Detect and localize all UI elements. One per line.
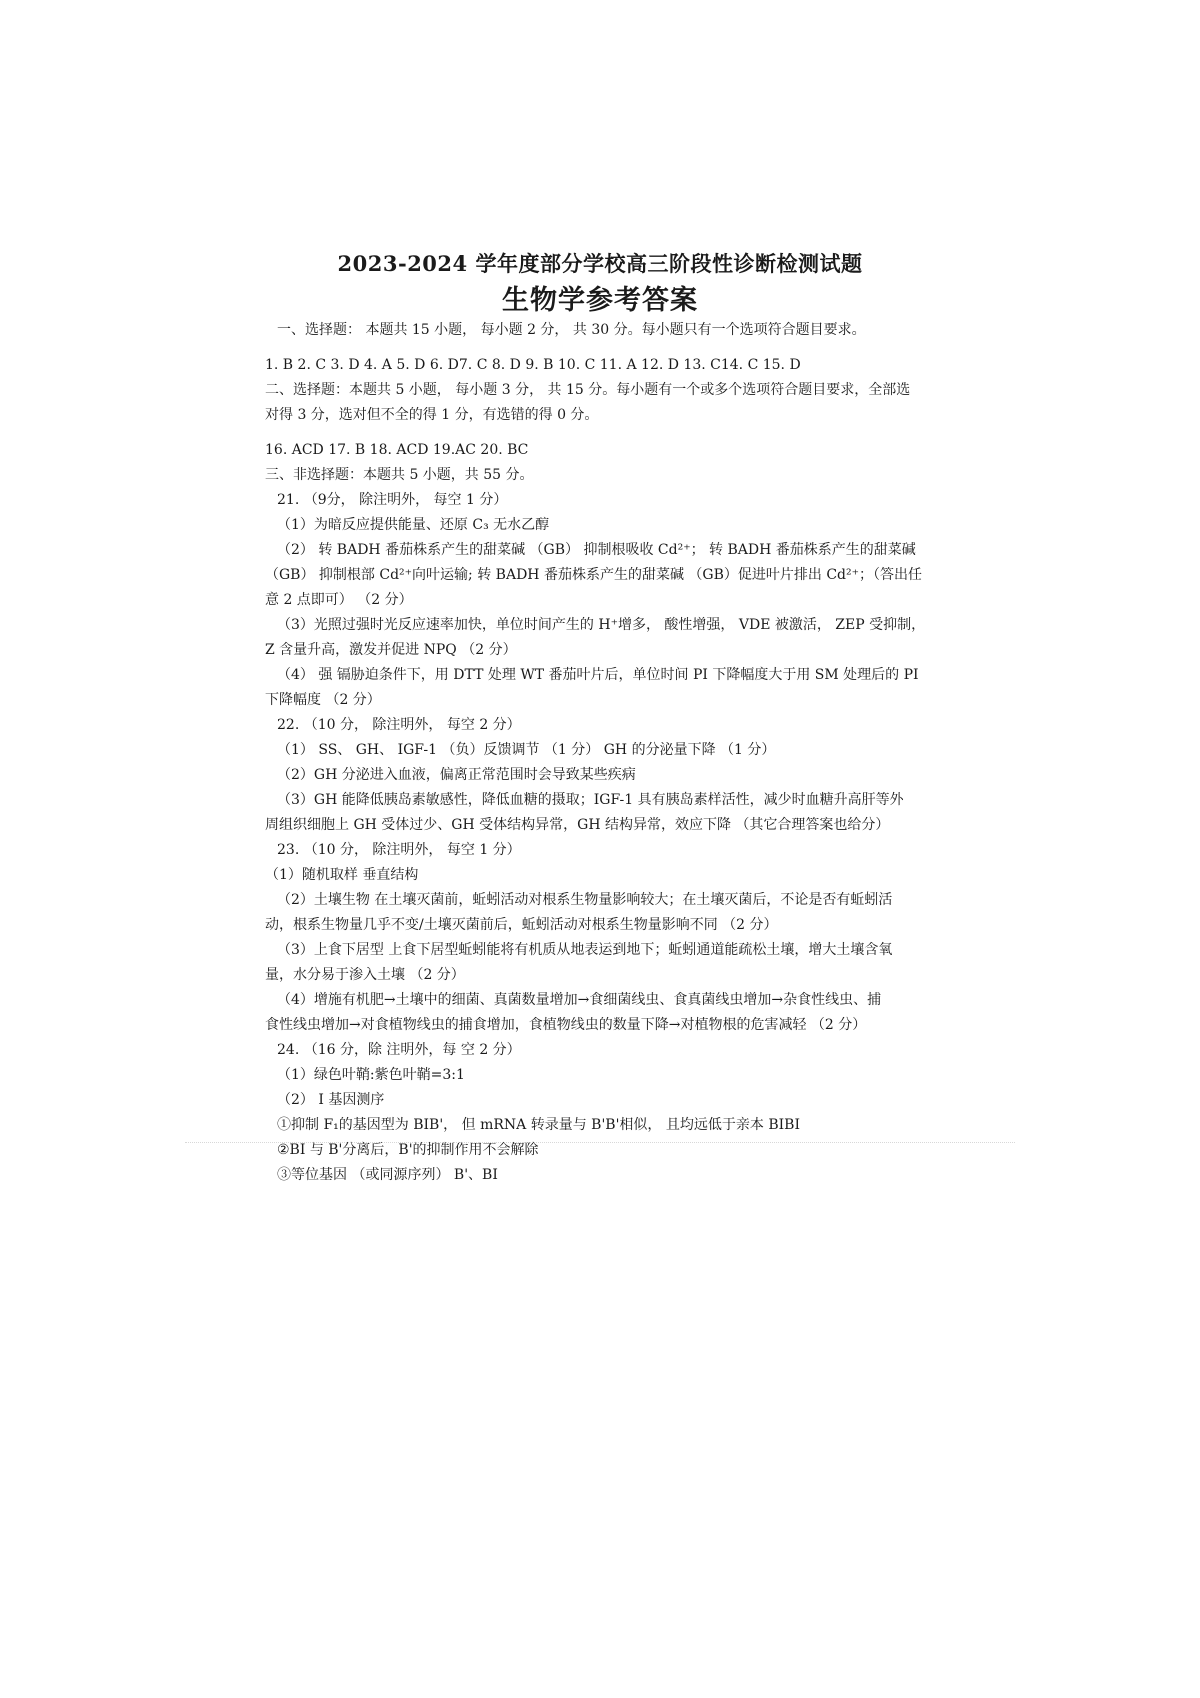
question-22-header: 22. （10 分， 除注明外， 每空 2 分） xyxy=(277,717,521,733)
q21-part-1: （1）为暗反应提供能量、还原 C₃ 无水乙醇 xyxy=(277,517,550,533)
q23-part-2: （2）土壤生物 在土壤灭菌前，蚯蚓活动对根系生物量影响较大；在土壤灭菌后，不论是否有蚯蚓活 xyxy=(277,892,893,908)
q24-part-1: （1）绿色叶鞘:紫色叶鞘=3:1 xyxy=(277,1067,465,1083)
section-2-header: 二、选择题：本题共 5 小题， 每小题 3 分， 共 15 分。每小题有一个或多个选项符合题目要求，全部选 xyxy=(265,382,911,398)
q21-part-3-cont: Z 含量升高，激发并促进 NPQ （2 分） xyxy=(265,642,517,658)
q24-item-2: ②BI 与 B'分离后，B'的抑制作用不会解除 xyxy=(277,1142,539,1158)
q23-part-2-cont: 动，根系生物量几乎不变/土壤灭菌前后，蚯蚓活动对根系生物量影响不同 （2 分） xyxy=(265,917,778,933)
q22-part-2: （2）GH 分泌进入血液，偏离正常范围时会导致某些疾病 xyxy=(277,767,636,783)
section-3-header: 三、非选择题：本题共 5 小题，共 55 分。 xyxy=(265,467,534,483)
q21-part-3: （3）光照过强时光反应速率加快，单位时间产生的 H⁺增多， 酸性增强， VDE 被激活， ZEP 受抑制， xyxy=(277,617,926,633)
q23-part-1: （1）随机取样 垂直结构 xyxy=(265,867,419,883)
q22-part-3: （3）GH 能降低胰岛素敏感性，降低血糖的摄取；IGF-1 具有胰岛素样活性，减少时血糖升高肝等外 xyxy=(277,792,904,808)
q24-item-1: ①抑制 F₁的基因型为 BIB'， 但 mRNA 转录量与 B'B'相似， 且均远低于亲本 BIBI xyxy=(277,1117,800,1133)
section-1-header: 一、选择题： 本题共 15 小题， 每小题 2 分， 共 30 分。每小题只有一个选项符合题目要求。 xyxy=(277,322,866,338)
q21-part-2: （2） 转 BADH 番茄株系产生的甜菜碱 （GB） 抑制根吸收 Cd²⁺； 转 BADH 番茄株系产生的甜菜碱 xyxy=(277,542,916,558)
document-subtitle: 生物学参考答案 xyxy=(502,285,698,316)
q22-part-3-cont: 周组织细胞上 GH 受体过少、GH 受体结构异常，GH 结构异常，效应下降 （其它合理答案也给分） xyxy=(265,817,890,833)
q24-item-3: ③等位基因 （或同源序列） B'、BI xyxy=(277,1167,498,1183)
q21-part-4: （4） 强 镉胁迫条件下，用 DTT 处理 WT 番茄叶片后，单位时间 PI 下降幅度大于用 SM 处理后的 PI xyxy=(277,667,919,683)
question-23-header: 23. （10 分， 除注明外， 每空 1 分） xyxy=(277,842,521,858)
q24-part-2: （2） I 基因测序 xyxy=(277,1092,385,1108)
q22-part-1: （1） SS、 GH、 IGF-1 （负）反馈调节 （1 分） GH 的分泌量下降 （1 分） xyxy=(277,742,776,758)
section-1-answers: 1. B 2. C 3. D 4. A 5. D 6. D7. C 8. D 9. B 10. C 11. A 12. D 13. C14. C 15. D xyxy=(265,357,801,373)
q23-part-3: （3）上食下居型 上食下居型蚯蚓能将有机质从地表运到地下；蚯蚓通道能疏松土壤，增大土壤含氧 xyxy=(277,942,893,958)
question-21-header: 21. （9分， 除注明外， 每空 1 分） xyxy=(277,492,508,508)
q21-part-4-cont: 下降幅度 （2 分） xyxy=(265,692,381,708)
q21-part-2-cont: （GB） 抑制根部 Cd²⁺向叶运输; 转 BADH 番茄株系产生的甜菜碱 （GB）促进叶片排出 Cd²⁺；（答出任 xyxy=(265,567,922,583)
dotted-divider xyxy=(185,1142,1015,1143)
q23-part-3-cont: 量，水分易于渗入土壤 （2 分） xyxy=(265,967,465,983)
q23-part-4: （4）增施有机肥→土壤中的细菌、真菌数量增加→食细菌线虫、食真菌线虫增加→杂食性线虫、捕 xyxy=(277,992,882,1008)
section-2-answers: 16. ACD 17. B 18. ACD 19.AC 20. BC xyxy=(265,442,529,458)
question-24-header: 24. （16 分，除 注明外，每 空 2 分） xyxy=(277,1042,521,1058)
answer-body xyxy=(265,318,945,1188)
q21-part-2-end: 意 2 点即可） （2 分） xyxy=(265,592,413,608)
section-2-header-cont: 对得 3 分，选对但不全的得 1 分，有选错的得 0 分。 xyxy=(265,407,599,423)
q23-part-4-cont: 食性线虫增加→对食植物线虫的捕食增加，食植物线虫的数量下降→对植物根的危害减轻 （2 分） xyxy=(265,1017,867,1033)
document-title: 2023-2024 学年度部分学校高三阶段性诊断检测试题 xyxy=(337,251,863,276)
